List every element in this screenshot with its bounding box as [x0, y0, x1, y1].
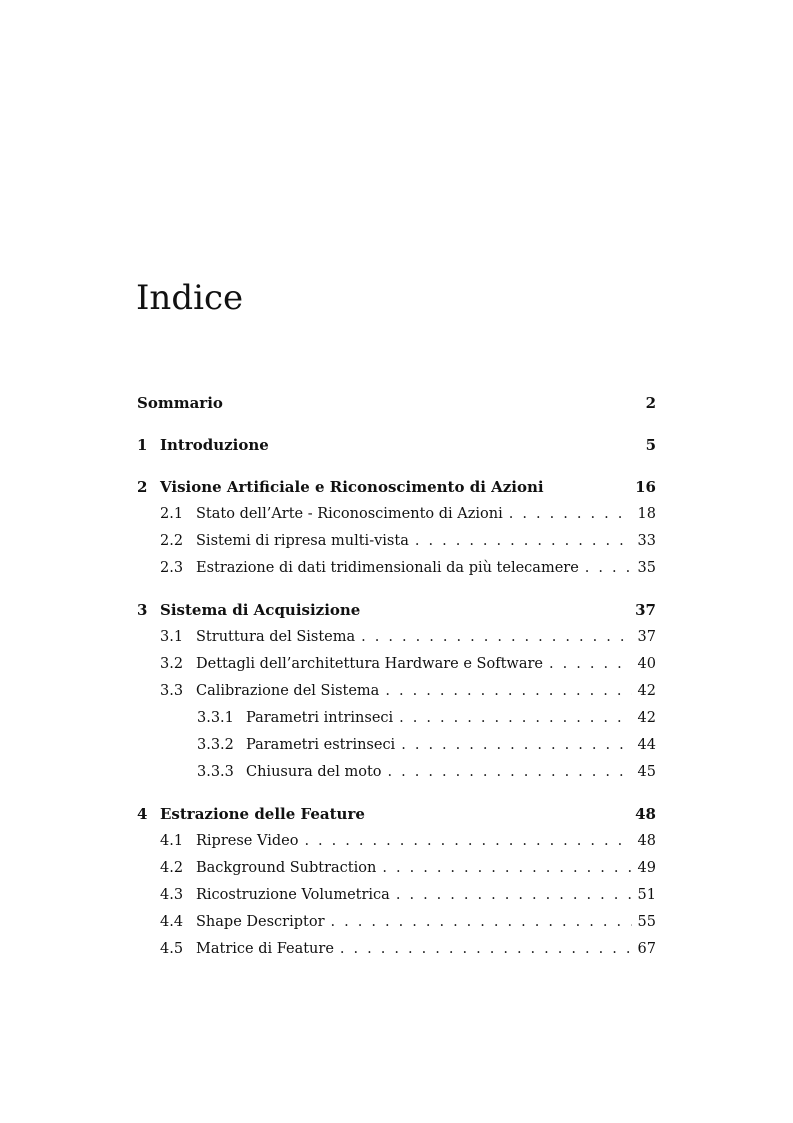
toc-page-number: 48 [635, 805, 656, 823]
dot-leader [388, 759, 632, 786]
toc-section-2-1[interactable] [137, 501, 656, 528]
toc-title: Dettagli dell’architettura Hardware e Software [196, 656, 543, 672]
toc-page-number: 40 [637, 656, 656, 672]
toc-title: Sommario [137, 394, 223, 412]
toc-title: Sistema di Acquisizione [160, 601, 361, 619]
toc-title: Estrazione delle Feature [160, 805, 365, 823]
toc-page-number: 55 [637, 914, 656, 930]
dot-leader [385, 678, 631, 705]
toc-page-number: 37 [635, 601, 656, 619]
dot-leader [396, 882, 632, 909]
toc-number: 3.1 [160, 629, 184, 645]
toc-entry-sommario[interactable] [137, 390, 656, 417]
toc-page-number: 48 [637, 833, 656, 849]
toc-page-number: 42 [637, 710, 656, 726]
toc-subsection-3-3-1[interactable] [137, 705, 656, 732]
toc-title: Sistemi di ripresa multi-vista [196, 533, 409, 549]
toc-title: Shape Descriptor [196, 914, 325, 930]
toc-title: Ricostruzione Volumetrica [196, 887, 390, 903]
toc-title: Introduzione [160, 436, 269, 454]
toc-page-number: 42 [637, 683, 656, 699]
toc-title: Parametri intrinseci [246, 710, 394, 726]
toc-chapter-3[interactable] [137, 597, 656, 624]
toc-section-4-5[interactable] [137, 936, 656, 963]
dot-leader [401, 732, 631, 759]
dot-leader [585, 555, 632, 582]
toc-section-3-1[interactable] [137, 624, 656, 651]
toc-title: Chiusura del moto [246, 764, 382, 780]
toc-section-2-2[interactable] [137, 528, 656, 555]
toc-page-number: 45 [637, 764, 656, 780]
toc-title: Calibrazione del Sistema [196, 683, 380, 699]
toc-section-3-3[interactable] [137, 678, 656, 705]
toc-section-4-2[interactable] [137, 855, 656, 882]
toc-number: 3.2 [160, 656, 184, 672]
toc-page-number: 33 [637, 533, 656, 549]
toc-title: Matrice di Feature [196, 941, 334, 957]
toc-section-3-2[interactable] [137, 651, 656, 678]
toc-title: Struttura del Sistema [196, 629, 356, 645]
toc-section-4-3[interactable] [137, 882, 656, 909]
toc-page-number: 49 [637, 860, 656, 876]
toc-page-number: 44 [637, 737, 656, 753]
toc-chapter-4[interactable] [137, 801, 656, 828]
toc-title: Estrazione di dati tridimensionali da più telecamere [196, 560, 579, 576]
toc-number: 2 [137, 478, 148, 496]
dot-leader [382, 855, 631, 882]
toc-number: 4.4 [160, 914, 184, 930]
toc-title: Riprese Video [196, 833, 299, 849]
toc-number: 4.1 [160, 833, 184, 849]
toc-section-2-3[interactable] [137, 555, 656, 582]
toc-chapter-2[interactable] [137, 474, 656, 501]
toc-page-number: 5 [645, 436, 656, 454]
toc-number: 4.3 [160, 887, 184, 903]
dot-leader [415, 528, 632, 555]
toc-number: 2.2 [160, 533, 184, 549]
toc-page-number: 51 [637, 887, 656, 903]
toc-page-number: 2 [645, 394, 656, 412]
toc-number: 3.3.1 [197, 710, 234, 726]
toc-section-4-4[interactable] [137, 909, 656, 936]
toc-page-number: 35 [637, 560, 656, 576]
toc-page-number: 16 [635, 478, 656, 496]
toc-number: 3.3.2 [197, 737, 234, 753]
dot-leader [361, 624, 631, 651]
toc-number: 4 [137, 805, 148, 823]
toc-number: 4.2 [160, 860, 184, 876]
toc-title: Stato dell’Arte - Riconoscimento di Azioni [196, 506, 503, 522]
toc-number: 3.3.3 [197, 764, 234, 780]
toc-number: 2.1 [160, 506, 184, 522]
dot-leader [399, 705, 631, 732]
table-of-contents [137, 390, 656, 963]
dot-leader [340, 936, 632, 963]
dot-leader [331, 909, 632, 936]
dot-leader [509, 501, 632, 528]
toc-number: 1 [137, 436, 148, 454]
toc-page-number: 18 [637, 506, 656, 522]
page-title: Indice [136, 278, 244, 318]
dot-leader [304, 828, 631, 855]
toc-subsection-3-3-3[interactable] [137, 759, 656, 786]
toc-title: Parametri estrinseci [246, 737, 396, 753]
toc-title: Visione Artificiale e Riconoscimento di Azioni [160, 478, 544, 496]
toc-number: 4.5 [160, 941, 184, 957]
toc-title: Background Subtraction [196, 860, 377, 876]
toc-number: 3 [137, 601, 148, 619]
toc-number: 3.3 [160, 683, 184, 699]
toc-section-4-1[interactable] [137, 828, 656, 855]
dot-leader [549, 651, 632, 678]
toc-number: 2.3 [160, 560, 184, 576]
toc-subsection-3-3-2[interactable] [137, 732, 656, 759]
toc-page-number: 37 [637, 629, 656, 645]
toc-page-number: 67 [637, 941, 656, 957]
toc-chapter-1[interactable] [137, 432, 656, 459]
